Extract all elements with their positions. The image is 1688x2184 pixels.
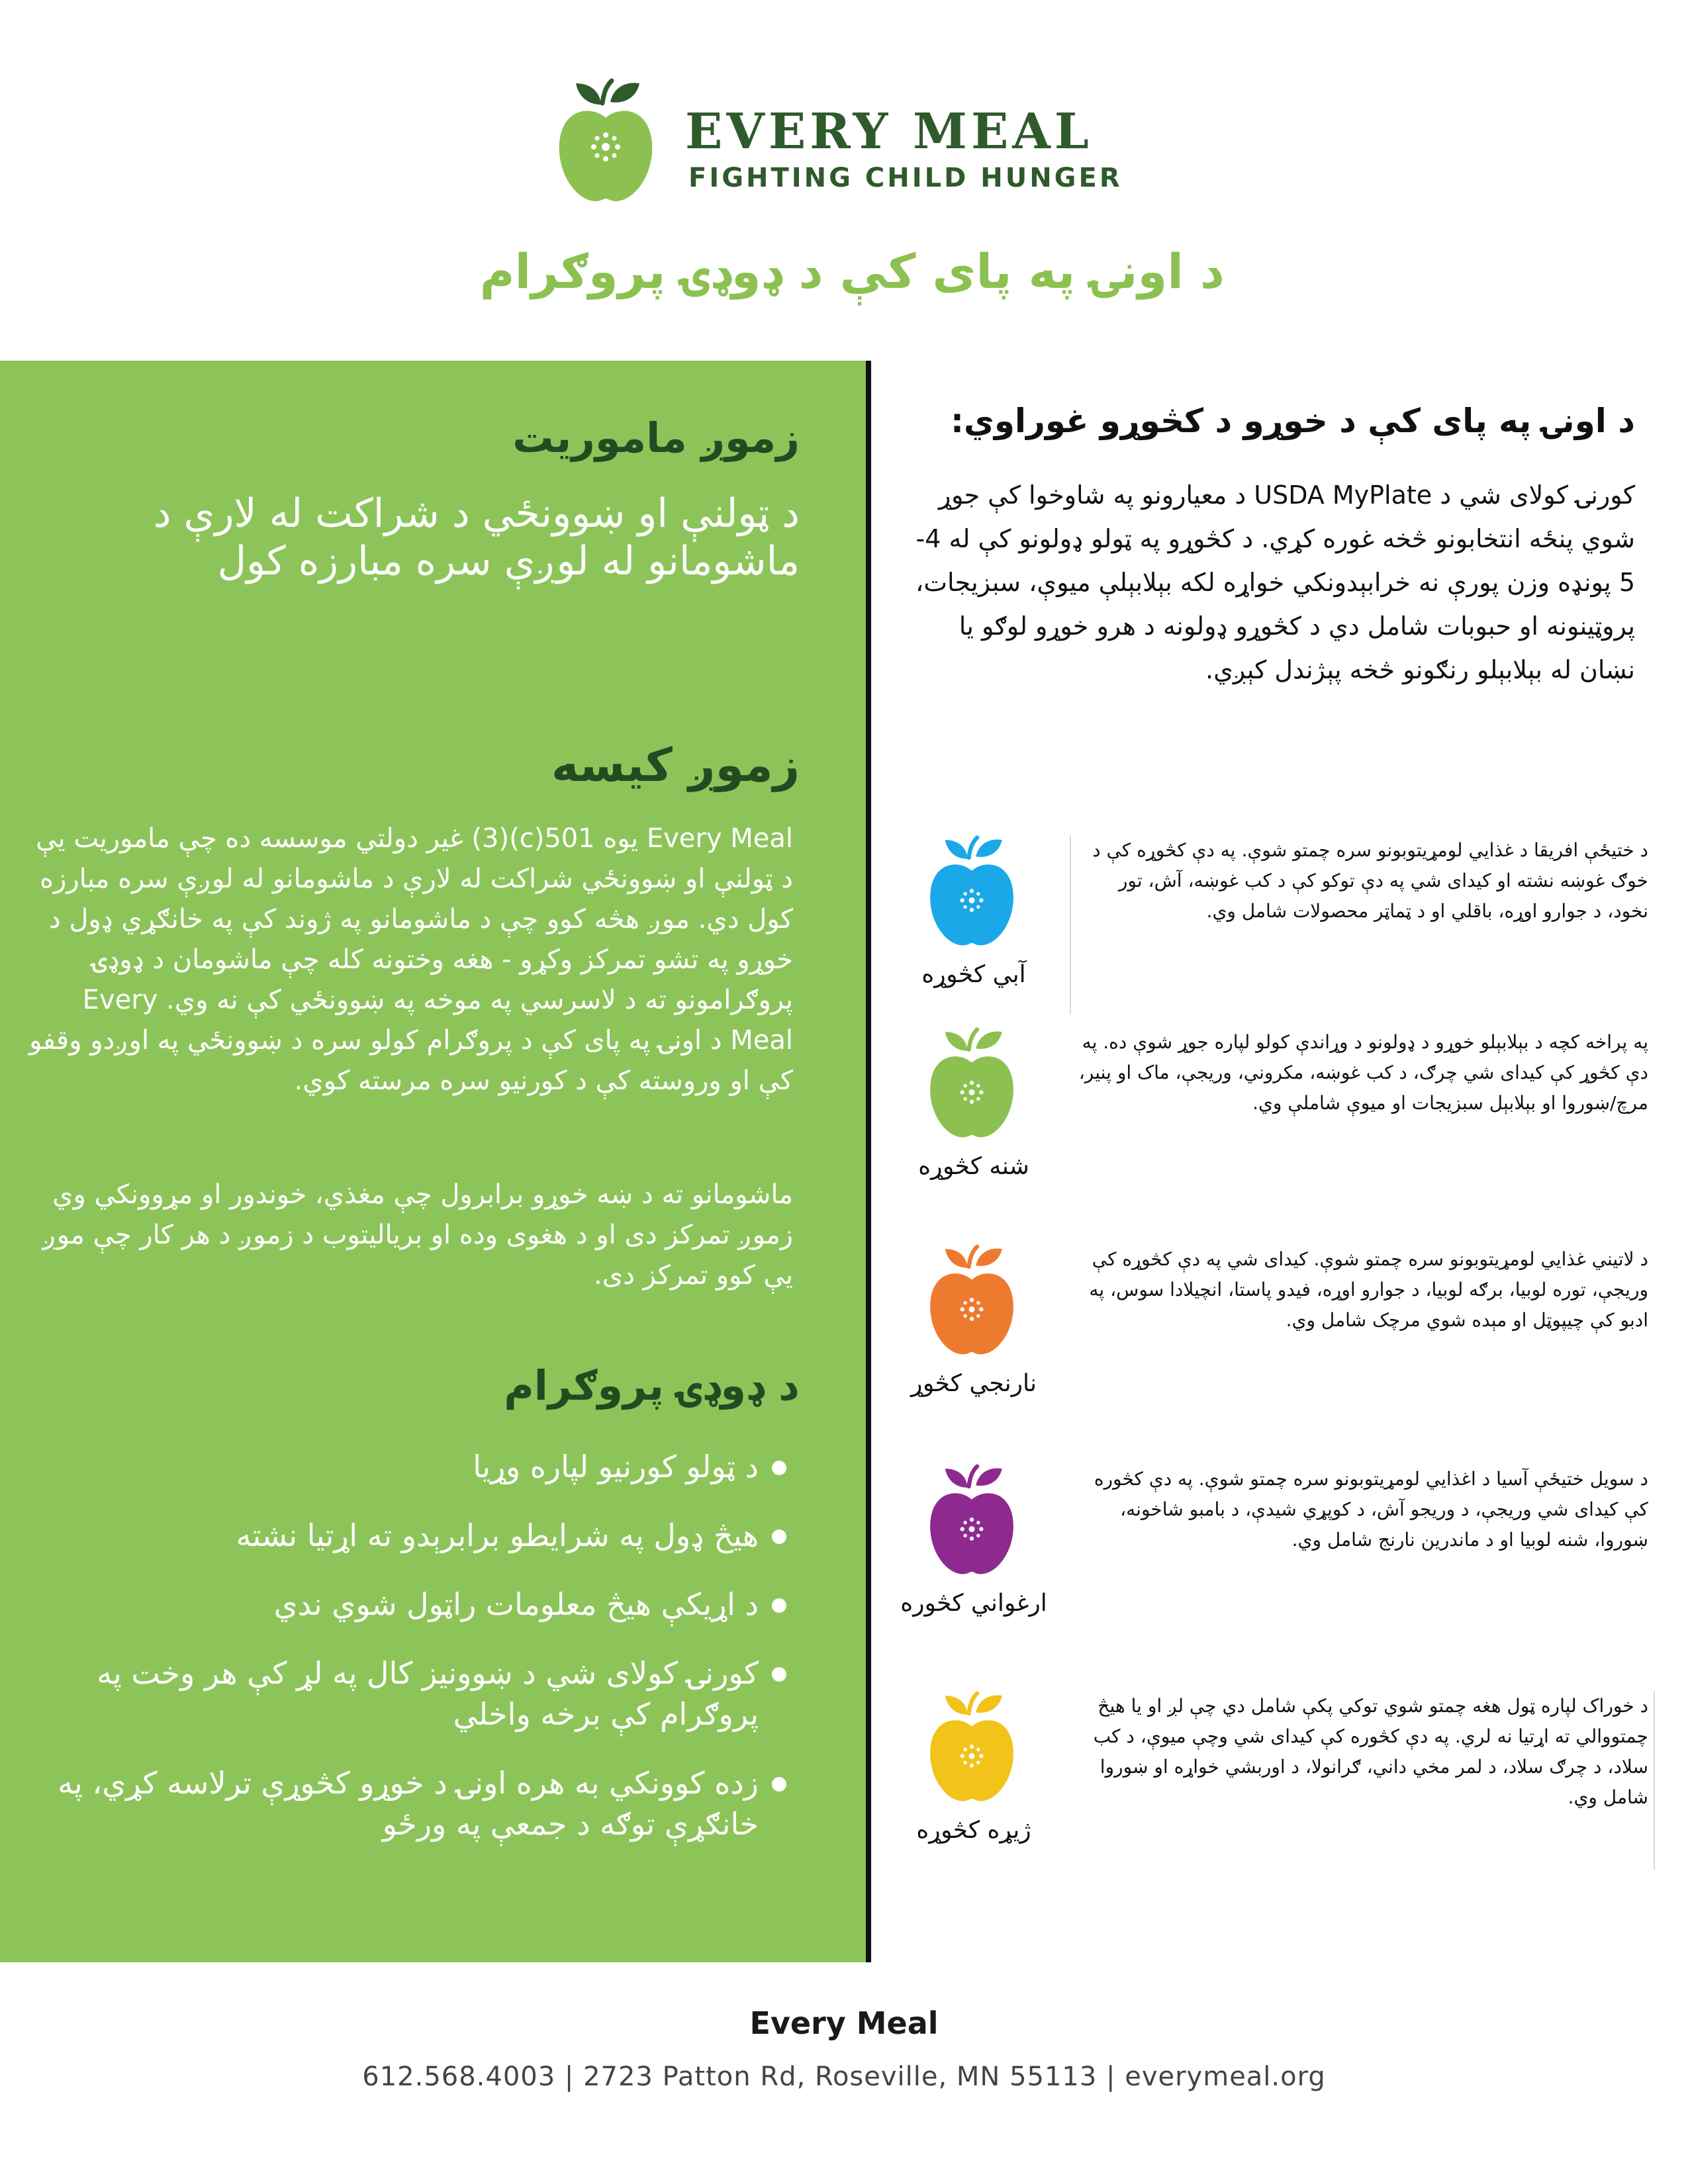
bullet-item: کورنۍ کولای شي د ښوونیز کال په لړ کې هر وخت په پروګرام کې برخه واخلي: [38, 1653, 786, 1735]
bag-options-intro: کورنۍ کولای شي د USDA MyPlate د معیارونو په شاوخوا کې جوړ شوي پنځه انتخابونو څخه غوره کړي. د کڅوړو په ټولو ډولونو کې له 4-5 پونډه وزن پورې نه خرابېدونکي خواړه لکه بېلابېلې میوې، سبزیجات، پروټینونه او حبوبات شامل دي د کڅوړو ډولونه د هرو خوړو لوګو یا نښان له بېلابېلو رنګونو څخه پېژندل کېږي.: [915, 480, 1635, 684]
left-panel: [0, 361, 866, 1962]
story-paragraph-2: ماشومانو ته د ښه خوړو برابرول چې مغذي، خوندور او مړوونکي وي زموږ تمرکز دی او د هغوی وده او بریالیتوب د زموږ د هر کار چې موږ یې کوو تمرکز دی.: [42, 1179, 793, 1291]
bag-description: د خوراک لپاره ټول هغه چمتو شوي توکي پکې شامل دي چې لږ او یا هیڅ چمتووالي ته اړتیا نه لري. په دې کڅوره کې کیدای شي وچې میوې، د کب سلاد، د چرګ سلاد، د لمر مخي داني، ګرانولا، د اوربشي خواړه او ښوروا شامل وي.: [1093, 1695, 1648, 1808]
mission-heading: زموږ ماموریت: [512, 414, 800, 462]
bullet-item: د ټولو کورنیو لپاره وړیا: [38, 1446, 786, 1487]
apple-logo-icon: [556, 78, 655, 204]
bag-option-purple: [871, 1464, 1688, 1662]
bag-option-green: [871, 1027, 1688, 1226]
bullet-item: هیڅ ډول په شرایطو برابرېدو ته اړتیا نشته: [38, 1515, 786, 1556]
purple-apple-icon: [925, 1464, 1018, 1576]
bag-options-heading: د اونۍ په پای کې د خوړو د کڅوړو غوراوي:: [951, 402, 1635, 440]
green-apple-icon: [925, 1027, 1018, 1140]
blue-apple-icon: [925, 835, 1018, 948]
footer-org-name: Every Meal: [749, 2005, 939, 2041]
bag-option-yellow: [871, 1691, 1688, 1889]
orange-apple-icon: [925, 1244, 1018, 1357]
bag-description: په پراخه کچه د بېلابېلو خوړو د ډولونو د وړاندې کولو لپاره جوړ شوې ده. په دې کڅوړ کې کیدای شي چرګ، د کب غوښه، مکروني، وریجې، ماک او پنیر، مرچ/ښوروا او بېلابېل سبزیجات او میوې شاملې وي.: [1078, 1031, 1648, 1114]
yellow-apple-icon: [925, 1691, 1018, 1803]
bag-option-blue: [871, 835, 1688, 1034]
footer-contact: 612.568.4003 | 2723 Patton Rd, Roseville, MN 55113 | everymeal.org: [362, 2062, 1326, 2092]
bullet-item: زده کوونکي به هره اونۍ د خوړو کڅوړې ترلاسه کړي، په خانګړې توګه د جمعې په ورځو: [38, 1762, 786, 1844]
bag-description: د لاتیني غذایي لومړیتوبونو سره چمتو شوې. کیدای شي په دې کڅوړه کې وریجې، توره لوبیا، برګه لوبیا، د جوارو اوړه، فیدو پاستا، انچیلادا سوس، په ادبو کې چیپوټل او مېده شوي مرچک شامل وي.: [1089, 1248, 1648, 1331]
bullet-item: د اړیکې هیڅ معلومات راټول شوي ندي: [38, 1584, 786, 1625]
brand-logo: [556, 78, 1139, 210]
bag-description: د ختیځې افریقا د غذایي لومړیتوبونو سره چمتو شوې. په دې کڅوړه کې د خوګ غوښه نشته او کیدای شي په دې توکو کې د کب غوښه، آش، تور نخود، د جوارو اوړه، باقلي او د ټماټر محصولات شامل وي.: [1092, 839, 1648, 922]
program-bullets: [38, 1446, 786, 1844]
bag-label: ارغواني کڅوره: [900, 1590, 1047, 1617]
divider-line: [1654, 1691, 1655, 1870]
brand-name: EVERY MEAL: [685, 103, 1093, 160]
bag-label: شنه کڅوړه: [918, 1153, 1029, 1180]
column-divider: [866, 361, 871, 1962]
bag-description: د سویل ختیځې آسیا د اغذایي لومړیتوبونو سره چمتو شوې. په دې کڅوره کې کیدای شي وریجې، د وریجو آش، د کوپړي شیدې، د بامبو شاخونه، ښوروا، شنه لوبیا او د ماندرین نارنج شامل وي.: [1094, 1468, 1648, 1551]
bag-option-orange: [871, 1244, 1688, 1443]
bag-label: آبي کڅوړه: [921, 961, 1026, 988]
brand-tagline: FIGHTING CHILD HUNGER: [688, 163, 1123, 193]
mission-text: د ټولنې او ښوونځي د شراکت له لارې د ماشومانو له لوږې سره مبارزه کول: [153, 490, 800, 584]
story-heading: زموږ کیسه: [551, 738, 800, 792]
header: [0, 0, 1688, 361]
bag-label: ژیړه کڅوړه: [916, 1817, 1031, 1844]
bag-label: نارنجي کڅوړ: [911, 1370, 1037, 1397]
page-title: د اونۍ په پای کې د ډوډۍ پروګرام: [479, 244, 1225, 299]
divider-line: [1070, 835, 1071, 1014]
story-paragraph-1: Every Meal یوه 501(c)(3) غیر دولتي موسسه ده چې ماموریت یې د ټولنې او ښوونځي شراکت له لارې د ماشومانو له لوږې سره مبارزه کول دي. موږ هڅه کوو چې د ماشومانو په ژوند کې په خانګړي ډول د خوړو په تشو تمرکز وکړو - هغه وختونه کله چې ماشومان د ډوډۍ پروګرامونو ته د لاسرسي په موخه په ښوونځي کې نه وي. Every Meal د اونۍ په پای کې د پروګرام کولو سره د ښوونځي په اوږدو وقفو کې او وروسته کې د کورنیو سره مرسته کوي.: [29, 823, 793, 1096]
program-heading: د ډوډۍ پروګرام: [504, 1361, 800, 1410]
